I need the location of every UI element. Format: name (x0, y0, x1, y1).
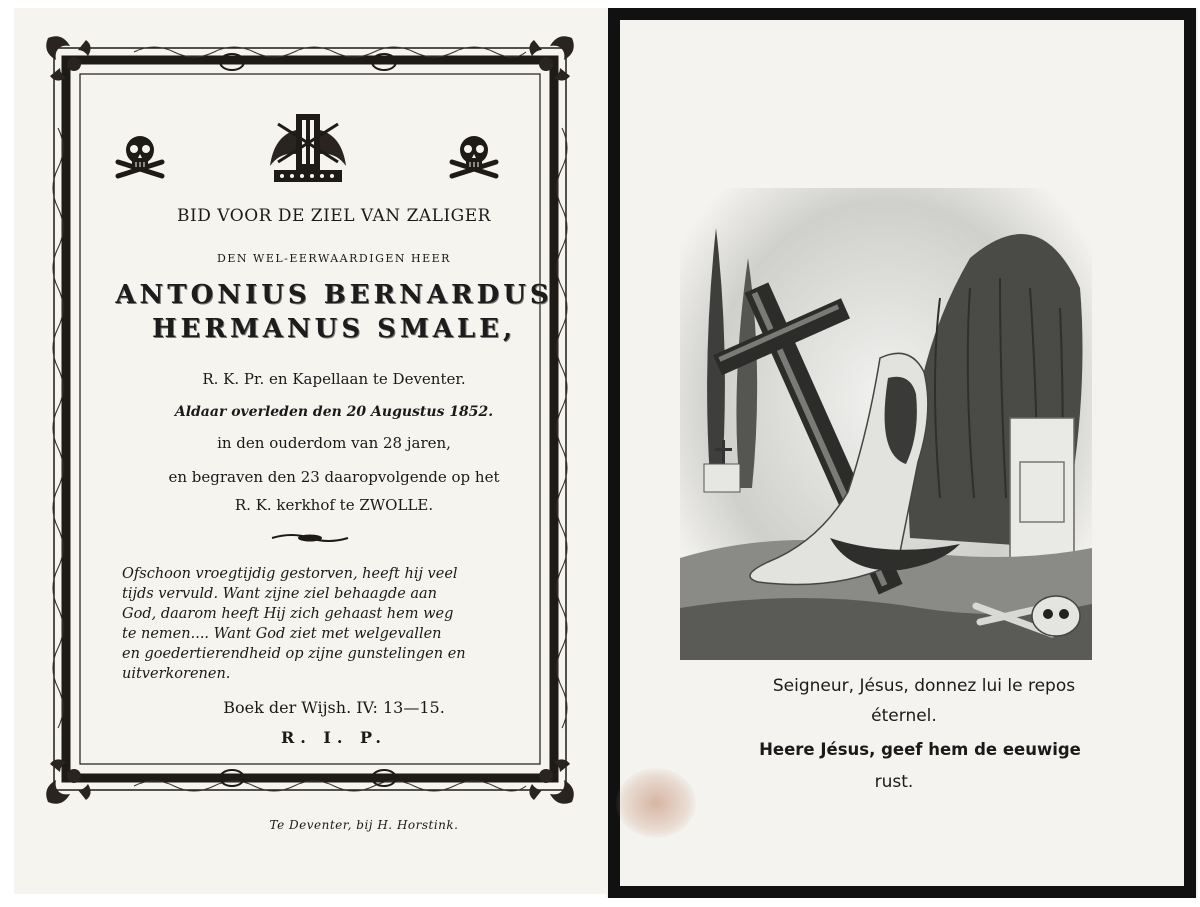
death-line: Aldaar overleden den 20 Augustus 1852. (174, 404, 494, 420)
printer-imprint: Te Deventer, bij H. Horstink. (269, 818, 459, 832)
cemetery-line: R. K. kerkhof te ZWOLLE. (234, 496, 434, 514)
quote-line: God, daarom heeft Hij zich gehaast hem weg (122, 606, 454, 622)
mourning-woman-with-cross-illustration (680, 178, 1092, 674)
deceased-name-line2: HERMANUS SMALE, (151, 314, 517, 344)
paper-stain (616, 768, 696, 838)
funeral-emblem-icon (266, 106, 350, 188)
quote-line: te nemen.... Want God ziet met welgevallen (122, 626, 442, 642)
burial-line: en begraven den 23 daaropvolgende op het (168, 468, 500, 486)
honorific-subtitle: DEN WEL-EERWAARDIGEN HEER (217, 252, 451, 265)
deceased-name-line1: ANTONIUS BERNARDUS (115, 280, 553, 310)
memorial-card-front (14, 8, 606, 894)
rip-text: R. I. P. (280, 728, 387, 747)
memorial-card-back (606, 8, 1198, 898)
quote-line: en goedertierendheid op zijne gunstelingen en (122, 646, 466, 662)
quote-line: uitverkorenen. (122, 666, 231, 682)
caption-french-line1: Seigneur, Jésus, donnez lui le repos (772, 676, 1076, 696)
ornamental-divider (270, 532, 350, 544)
header-title: BID VOOR DE ZIEL VAN ZALIGER (177, 206, 491, 226)
caption-dutch-line2: rust. (874, 772, 914, 792)
caption-dutch-line1: Heere Jésus, geef hem de eeuwige (759, 740, 1081, 759)
age-line: in den ouderdom van 28 jaren, (217, 434, 451, 452)
skull-crossbones-icon-right (446, 132, 502, 184)
caption-french-line2: éternel. (871, 706, 937, 726)
skull-crossbones-icon-left (112, 132, 168, 184)
quote-line: Ofschoon vroegtijdig gestorven, heeft hij veel (122, 566, 458, 582)
quote-reference: Boek der Wijsh. IV: 13—15. (223, 698, 445, 717)
scripture-quote (122, 564, 534, 684)
quote-line: tijds vervuld. Want zijne ziel behaagde aan (122, 586, 438, 602)
deceased-role: R. K. Pr. en Kapellaan te Deventer. (202, 370, 466, 388)
